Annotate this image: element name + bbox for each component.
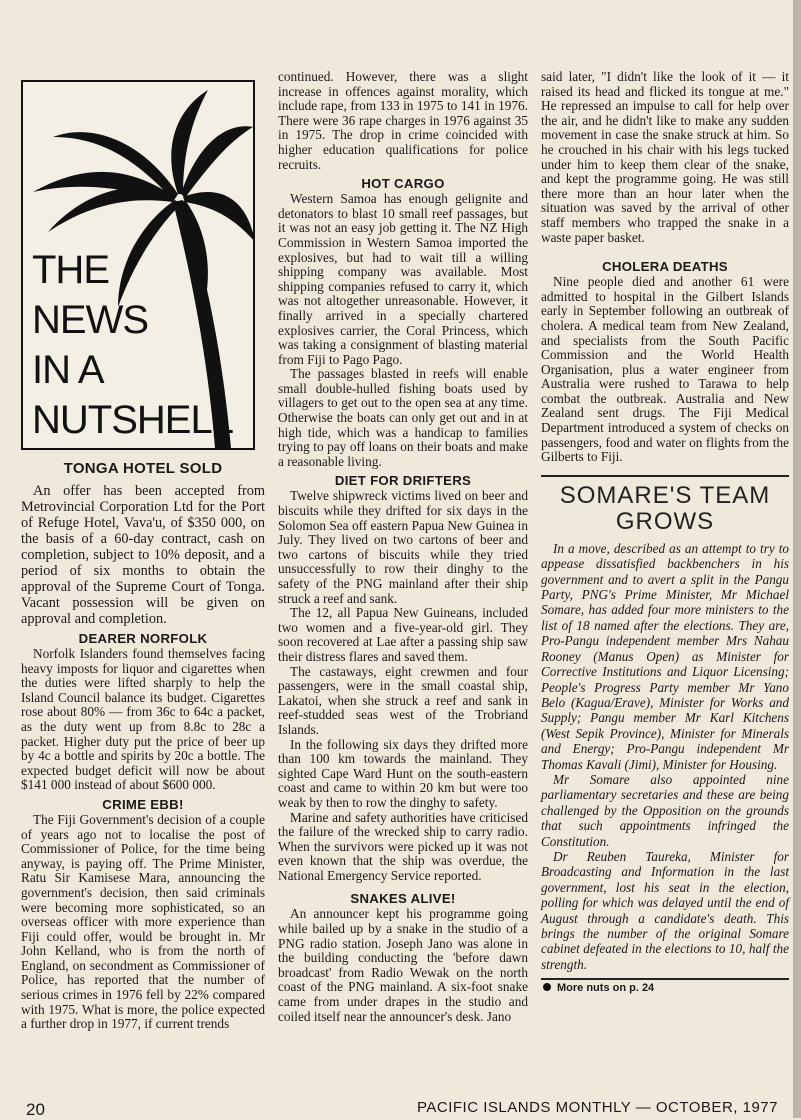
logo-word-4: NUTSHELL	[32, 398, 233, 442]
norfolk-heading: DEARER NORFOLK	[78, 631, 208, 646]
news-in-nutshell-logo	[21, 80, 255, 450]
logo-word-2: NEWS	[32, 298, 148, 342]
crime-continued: continued. However, there was a slight increase in offences against morality, which include rape, from 133 in 1975 to 141 in 1976. There were 36 rape charges in 1976 against 35 in 1975. The drop in crime coincided with higher education qualifications for police recruits.	[278, 69, 528, 172]
tonga-heading: TONGA HOTEL SOLD	[63, 460, 223, 477]
diet-p3: The castaways, eight crewmen and four passengers, were in the small coastal ship, Lakatoi, when she struck a reef and sank in reef-studded seas west of the Trobriand Islands.	[278, 663, 528, 737]
page-edge	[793, 0, 801, 1118]
bullet-icon	[543, 983, 551, 991]
crime-text: The Fiji Government's decision of a couple of years ago not to localise the post of Commissioner of Police, for the time being anyway, is paying off. The Prime Minister, Ratu Sir Kamisese Mara, announcing the government's decision, then said criminals were becoming more sophisticated, so an overseas officer with more experience than Fiji could offer, would be brought in. Mr John Kelland, who is from the north of England, on secondment as Commissioner of Police, has reported that the number of serious crimes in 1976 fell by 22% compared with 1975. What is more, the police expected a further drop in 1977, if current trends	[21, 811, 265, 1032]
cargo-heading: HOT CARGO	[361, 176, 445, 192]
somare-p3: Dr Reuben Taureka, Minister for Broadcasting and Information in the last government, lost his seat in the election, polling for which was delayed until the end of August through a candidate's death. This brings the number of the original Somare cabinet defeated in the elections to 10, half the strength.	[541, 848, 789, 972]
snakes-continued: said later, "I didn't like the look of it — it raised its head and flicked its tongue at me." He repressed an impulse to call for help over the air, and he didn't like to make any sudden movement in case the snake struck at him. So he crouched in his chair with his legs tucked under him to keep them clear of the snake, and kept the programme going. He was still there more than an hour later when the situation was saved by the arrival of other staff members who trapped the snake in a waste paper basket.	[541, 69, 789, 245]
cholera-text: Nine people died and another 61 were admitted to hospital in the Gilbert Islands early in September following an outbreak of cholera. A medical team from New Zealand, and specialists from the South Pacific Commission and the World Health Organisation, plus a water engineer from Australia were rushed to Tarawa to help combat the outbreak. Australia and New Zealand sent drugs. The Fiji Medical Department introduced a system of checks on passengers, food and water on flights from the Gilberts to Fiji.	[541, 274, 789, 465]
cargo-p2: The passages blasted in reefs will enable small double-hulled fishing boats used by villagers to get out to the open sea at any time. Otherwise the boats can only get out and in at high tide, which was a handicap to families trying to pay off loans on their boats and make a reasonable living.	[278, 366, 528, 469]
somare-article	[541, 541, 789, 972]
diet-p1: Twelve shipwreck victims lived on beer and biscuits while they drifted for six days in the Solomon Sea off eastern Papua New Guinea in July. They lived on two cartons of beer and two cartons of biscuits while they tried unsuccessfully to row their dinghy to the safety of the PNG mainland after their ship struck a reef and sank.	[278, 488, 528, 606]
magazine-footer: PACIFIC ISLANDS MONTHLY — OCTOBER, 1977	[417, 1099, 778, 1116]
column-2	[278, 70, 528, 1024]
cholera-heading: CHOLERA DEATHS	[602, 259, 728, 275]
somare-p2: Mr Somare also appointed nine parliamentary secretaries and these are being challenged by the Opposition on the grounds that such appointments infringed the Constitution.	[541, 771, 789, 849]
more-nuts-label: More nuts on p. 24	[557, 982, 655, 995]
page-number: 20	[26, 1100, 45, 1119]
diet-p2: The 12, all Papua New Guineans, included two women and a five-year-old girl. They soon recovered at Lae after a passing ship saw their distress flares and saved them.	[278, 605, 528, 664]
column-1	[21, 80, 265, 1032]
diet-p4: In the following six days they drifted more than 100 km towards the mainland. They sighted Cape Ward Hunt on the south-eastern coast and came to within 20 km but were too weak by then to row the dinghy to safety.	[278, 736, 528, 810]
diet-p5: Marine and safety authorities have criticised the failure of the wrecked ship to carry radio. When the survivors were picked up it was not even known that the ship was overdue, the National Emergency Service reported.	[278, 809, 528, 883]
cargo-p1: Western Samoa has enough gelignite and detonators to blast 10 small reef passages, but it was not an easy job getting it. The NZ High Commission in Western Samoa imported the explosives, but had to wait till a willing shipping company was available. Most shipping companies refused to carry it, which was not altogether unreasonable. However, it finally arrived in a specially chartered explosives carrier, the Coral Princess, which was taking a consignment of blasting material from Fiji to Pago Pago.	[278, 191, 528, 367]
column-3	[541, 70, 789, 994]
crime-heading: CRIME EBB!	[102, 796, 184, 812]
tonga-text: An offer has been accepted from Metrovincial Corporation Ltd for the Port of Refuge Hotel, Vava'u, of $350 000, on the basis of a 60-day contract, cash on completion, subject to 10% deposit, and a period of six months to obtain the approval of the Supreme Court of Tonga. Vacant possession will be given on approval and completion.	[21, 483, 265, 627]
norfolk-text: Norfolk Islanders found themselves facing heavy imposts for liquor and cigarettes when the duties were lifted sharply to help the Island Council balance its budget. Cigarettes rose about 80% — from 36c to 64c a packet, as the duty went up from 8.8c to 28c a packet. Higher duty put the price of beer up by 4c a bottle and spirits by 20c a bottle. The expected budget deficit will now be about $141 000 instead of about $600 000.	[21, 646, 265, 793]
more-nuts-link[interactable]	[541, 978, 789, 994]
logo-word-1: THE	[32, 248, 109, 292]
somare-p1: In a move, described as an attempt to try to appease dissatisfied backbenchers in his government and to avert a split in the Pangu Party, PNG's Prime Minister, Mr Michael Somare, has added four more ministers to the list of 18 named after the elections. They are, Pro-Pangu independent member Mrs Nahau Rooney (Manus Open) as Minister for Corrective Institutions and Liquor Licensing; People's Progress Party member Mr Yano Belo (Kagua/Erave), Minister for Works and Supply; Pangu member Mr Karl Kitchens (West Sepik Province), Minister for Minerals and Energy; Pro-Pangu independent Mr Thomas Kavali (Jimi), Minister for Housing.	[541, 540, 789, 772]
somare-heading: SOMARE'S TEAM GROWS	[541, 475, 789, 535]
diet-heading: DIET FOR DRIFTERS	[334, 473, 472, 489]
snakes-heading: SNAKES ALIVE!	[350, 891, 456, 907]
snakes-text: An announcer kept his programme going while bailed up by a snake in the studio of a PNG radio station. Joseph Jano was alone in the building conducting the 'before dawn broadcast' from Radio Wewak on the north coast of the PNG mainland. A six-foot snake came from under drapes in the studio and coiled itself near the announcer's desk. Jano	[278, 906, 528, 1024]
logo-word-3: IN A	[32, 348, 104, 392]
